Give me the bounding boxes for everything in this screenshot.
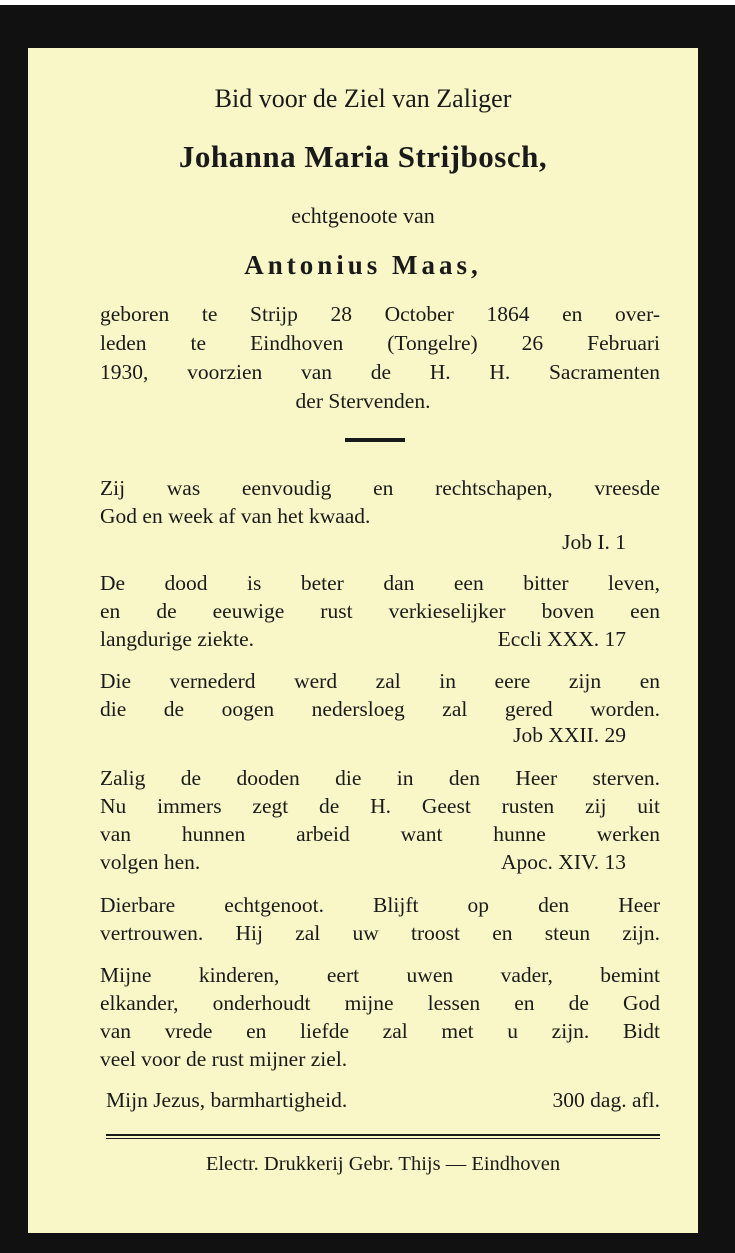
verse-reference: Job XXII. 29 (513, 723, 626, 747)
verse-reference: Apoc. XIV. 13 (500, 850, 626, 874)
bio-line: leden te Eindhoven (Tongelre) 26 Februari (100, 331, 660, 355)
verse-line: Dierbare echtgenoot. Blijft op den Heer (100, 893, 660, 917)
indulgence-text: 300 dag. afl. (552, 1088, 660, 1112)
verse-line: elkander, onderhoudt mijne lessen en de God (100, 991, 660, 1015)
bio-line: 1930, voorzien van de H. H. Sacramenten (100, 360, 660, 384)
verse-line: Die vernederd werd zal in eere zijn en (100, 669, 660, 693)
verse-reference: Job I. 1 (562, 530, 626, 554)
verse-line: van vrede en liefde zal met u zijn. Bidt (100, 1019, 660, 1043)
verse-reference: Eccli XXX. 17 (497, 627, 626, 651)
verse-line: Zalig de dooden die in den Heer sterven. (100, 766, 660, 790)
verse-line: Zij was eenvoudig en rechtschapen, vreesde (100, 476, 660, 500)
verse-line: en de eeuwige rust verkieselijker boven een (100, 599, 660, 623)
card-heading: Bid voor de Ziel van Zaliger (214, 84, 512, 113)
verse-line: vertrouwen. Hij zal uw troost en steun zijn. (100, 921, 660, 945)
prayer-text: Mijn Jezus, barmhartigheid. (106, 1088, 348, 1112)
footer-rule (106, 1134, 660, 1139)
verse-line: veel voor de rust mijner ziel. (100, 1047, 348, 1071)
verse-line: die de oogen nedersloeg zal gered worden. (100, 697, 660, 721)
spouse-intro: echtgenoote van (291, 203, 435, 228)
verse-line: De dood is beter dan een bitter leven, (100, 571, 660, 595)
verse-line: van hunnen arbeid want hunne werken (100, 822, 660, 846)
divider-rule (345, 438, 405, 442)
bio-line: geboren te Strijp 28 October 1864 en over- (100, 302, 660, 326)
verse-line: God en week af van het kwaad. (100, 504, 371, 528)
printer-credit: Electr. Drukkerij Gebr. Thijs — Eindhoven (205, 1153, 561, 1175)
memorial-card-paper (28, 48, 698, 1233)
verse-line: Nu immers zegt de H. Geest rusten zij uit (100, 794, 660, 818)
spouse-name: Antonius Maas, (244, 250, 482, 280)
memorial-card-border (0, 5, 735, 1253)
deceased-name: Johanna Maria Strijbosch, (178, 139, 548, 174)
bio-line: der Stervenden. (295, 389, 431, 413)
verse-line: Mijne kinderen, eert uwen vader, bemint (100, 963, 660, 987)
verse-line: volgen hen. (100, 850, 201, 874)
verse-line: langdurige ziekte. (100, 627, 255, 651)
